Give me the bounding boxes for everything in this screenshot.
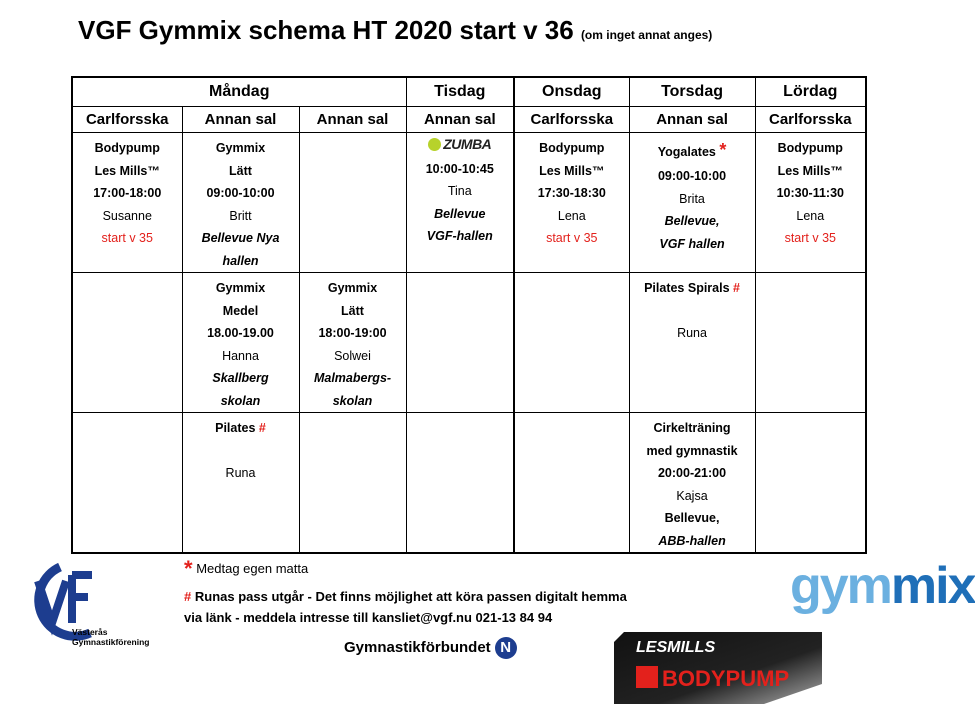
class-name: med gymnastik [646,443,738,458]
day-header-thursday: Torsdag [629,77,755,107]
hall-header: Annan sal [406,107,514,133]
empty-cell [514,413,629,554]
class-start-note: start v 35 [546,231,598,245]
class-name: Yogalates * [657,140,727,160]
class-time: 18:00-19:00 [318,326,387,340]
class-cell [299,273,406,413]
empty-cell [299,413,406,554]
class-leader: Britt [229,208,252,223]
class-leader: Susanne [102,208,152,223]
day-header-wednesday: Onsdag [514,77,629,107]
hash-note [184,586,627,628]
class-name: Gymmix [215,141,266,155]
zumba-ball-icon [428,138,441,151]
gymnastikforbundet-text: Gymnastikförbundet [344,638,491,656]
empty-cell [514,273,629,413]
empty-cell [406,413,514,554]
empty-cell [406,273,514,413]
class-location: VGF-hallen [426,229,493,243]
class-time: 09:00-10:00 [206,186,275,200]
schedule-table [71,76,867,554]
class-name: Bodypump [94,141,160,155]
empty-cell [299,133,406,273]
day-header-row [72,77,866,107]
gymnastikforbundet-badge-icon: N [495,637,517,659]
class-time: 20:00-21:00 [657,466,727,480]
hall-header: Carlforsska [72,107,182,133]
class-name: Bodypump [777,141,843,155]
class-brand: Les Mills™ [777,163,843,178]
class-location: skolan [220,393,261,408]
star-note-text: Medtag egen matta [196,561,309,576]
class-name: Bodypump [539,141,605,155]
day-header-saturday: Lördag [755,77,866,107]
class-start-note: start v 35 [784,231,836,245]
class-name: Pilates Spirals # [644,281,740,295]
class-leader: Brita [679,191,705,206]
day-header-tuesday: Tisdag [406,77,514,107]
class-location: Malmabergs- [313,371,392,385]
empty-cell [755,413,866,554]
class-leader: Hanna [222,348,259,363]
class-location: Bellevue Nya [201,231,280,245]
empty-cell [72,273,182,413]
class-leader: Tina [447,184,472,198]
star-note [184,556,308,582]
lesmills-bodypump-logo [614,632,822,704]
cancelled-hash-icon: # [733,281,740,295]
hall-header: Annan sal [182,107,299,133]
hall-header-row [72,107,866,133]
gymnastikforbundet-logo [344,637,517,659]
page-title [78,14,712,51]
bodypump-text: BODYPUMP [662,666,790,691]
class-brand: Les Mills™ [539,163,605,178]
hash-note-line1: Runas pass utgår - Det finns möjlighet att köra passen digitalt hemma [194,589,627,604]
class-start-note: start v 35 [101,231,153,245]
class-cell [182,413,299,554]
hash-icon: # [184,589,192,604]
class-location: hallen [222,253,259,268]
class-cell [72,133,182,273]
class-location: Bellevue, [664,214,720,228]
class-leader: Runa [225,466,256,480]
vgf-logo-text: Västerås Gymnastikförening [72,627,150,647]
hash-note-line2: via länk - meddela intresse till kansliet@vgf.nu 021-13 84 94 [184,610,553,625]
class-cell [514,133,629,273]
class-cell [629,413,755,554]
hall-header: Carlforsska [514,107,629,133]
class-time: 10:00-10:45 [425,161,494,176]
class-name: Cirkelträning [653,421,731,435]
class-leader: Runa [677,326,707,340]
lesmills-text: LESMILLS [636,639,716,656]
class-location: Bellevue [434,206,486,221]
class-cell [182,133,299,273]
class-time: 17:00-18:00 [93,186,162,200]
title-sub: (om inget annat anges) [580,28,713,42]
class-name: Gymmix [215,281,266,295]
empty-cell [72,413,182,554]
mat-star-icon: * [719,140,727,160]
class-time: 09:00-10:00 [657,169,727,183]
class-location: Bellevue, [664,511,720,525]
class-location: skolan [332,393,373,408]
class-location: ABB-hallen [658,533,726,548]
class-cell [182,273,299,413]
schedule-row [72,133,866,273]
hall-header: Annan sal [299,107,406,133]
class-leader: Kajsa [676,488,708,503]
class-time: 10:30-11:30 [776,186,844,200]
zumba-logo [428,135,491,153]
class-cell [629,273,755,413]
class-level: Medel [222,303,259,318]
schedule-row [72,273,866,413]
schedule-row [72,413,866,554]
class-level: Lätt [341,303,364,318]
class-name: Gymmix [327,281,378,295]
class-cell [406,133,514,273]
zumba-logo-text: ZUMBA [443,136,492,152]
day-header-monday: Måndag [72,77,406,107]
class-location: Skallberg [212,371,269,385]
class-cell [629,133,755,273]
class-cell [755,133,866,273]
empty-cell [755,273,866,413]
cancelled-hash-icon: # [258,421,266,435]
class-location: VGF hallen [659,236,725,251]
class-time: 17:30-18:30 [537,186,606,200]
class-level: Lätt [229,163,252,178]
hall-header: Carlforsska [755,107,866,133]
class-leader: Lena [796,208,825,223]
class-time: 18.00-19.00 [207,326,274,340]
hall-header: Annan sal [629,107,755,133]
title-main: VGF Gymmix schema HT 2020 start v 36 [78,15,574,45]
star-icon: * [184,556,193,581]
gymmix-logo: gymmix [790,557,975,615]
class-brand: Les Mills™ [94,163,160,178]
class-name: Pilates # [215,421,266,435]
class-leader: Lena [557,208,586,223]
class-leader: Solwei [334,348,371,363]
